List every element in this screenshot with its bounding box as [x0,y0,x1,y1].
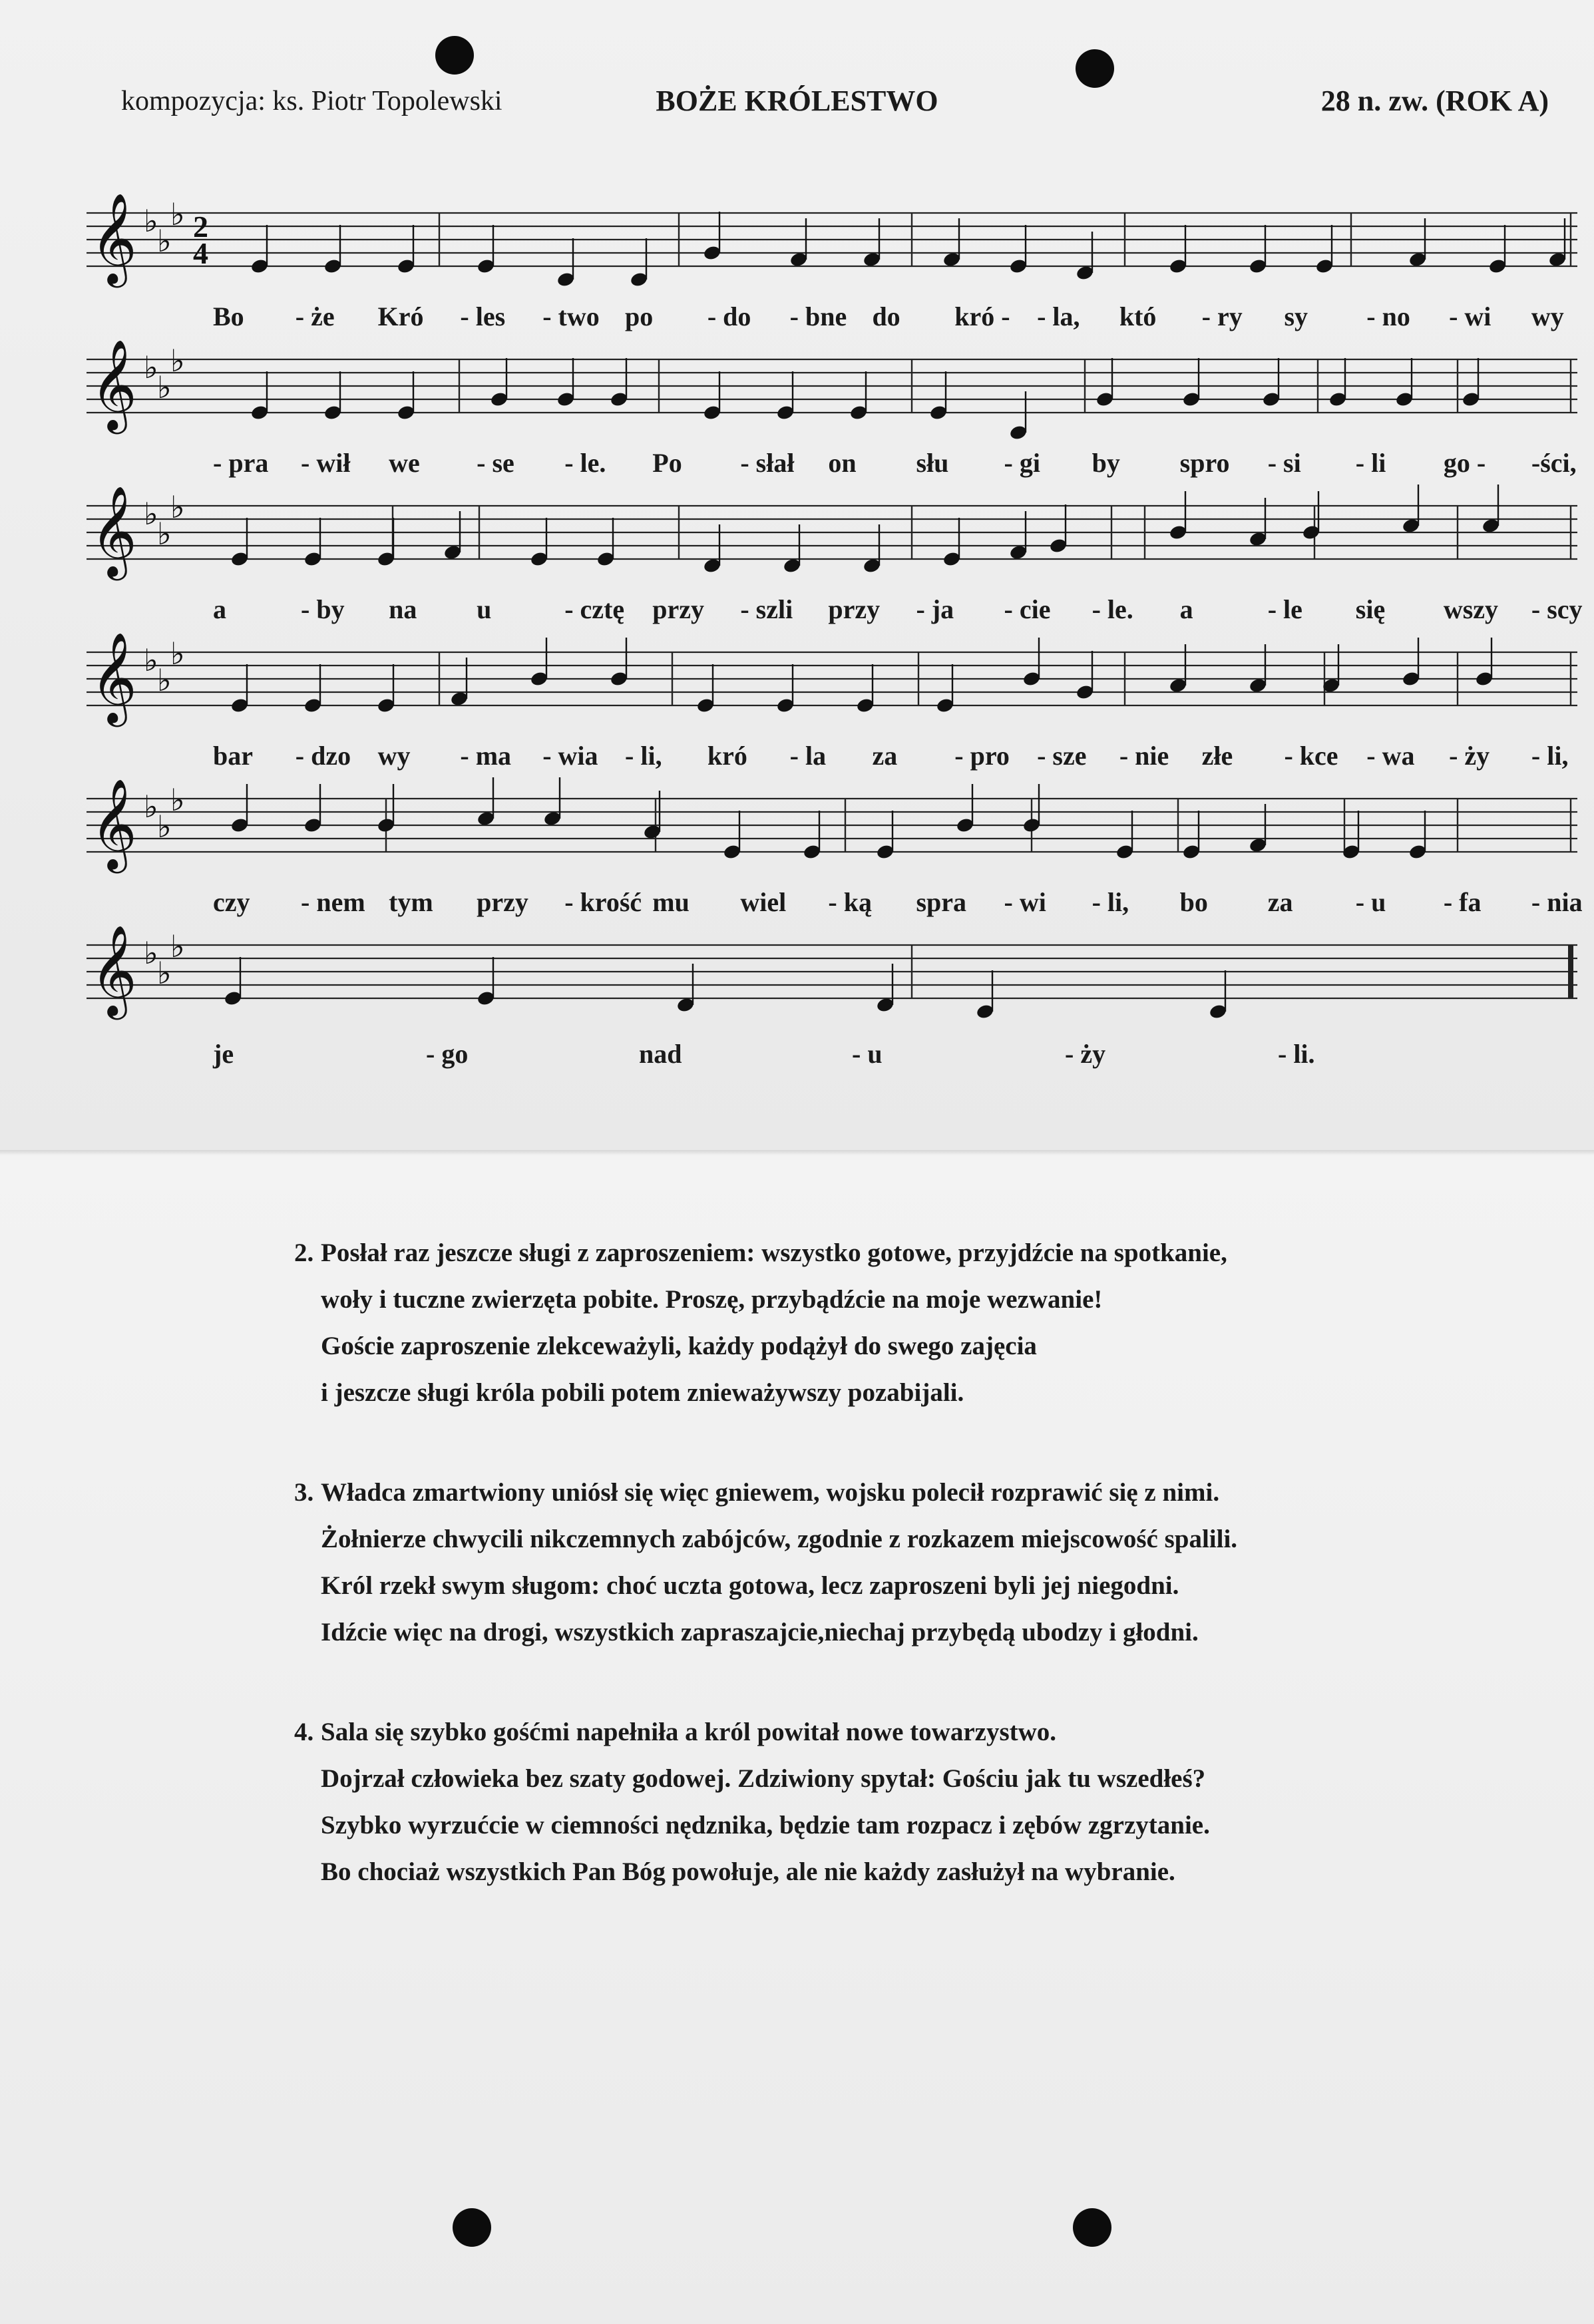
lyric-syllable: bar [213,741,253,771]
verse-line [321,1516,1237,1563]
verse-number: 2. [294,1239,314,1267]
lyric-syllable: - se [477,448,514,478]
lyric-syllable: - ry [1201,301,1243,331]
lyric-syllable: spra [916,887,967,917]
treble-clef-icon: 𝄞 [91,338,137,430]
punch-hole [453,2208,491,2247]
flat-icon: ♭ [170,489,185,525]
flat-icon: ♭ [157,223,172,259]
lyric-syllable: a [1179,594,1193,624]
lyric-syllable: bo [1179,887,1208,917]
flat-icon: ♭ [157,955,172,991]
lyric-syllable: - ką [828,887,872,917]
lyric-syllable: wy [1531,301,1564,331]
verse-text: Sala się szybko gośćmi napełniła a król powitał nowe towarzystwo. [321,1718,1057,1746]
lyric-syllable: - wi [1449,301,1492,331]
flat-icon: ♭ [144,203,158,239]
lyric-syllable: - ma [460,741,512,771]
verse-line [321,1849,1210,1895]
flat-icon: ♭ [144,789,158,825]
verse [294,1469,1238,1656]
lyric-syllable: - pro [954,741,1010,771]
lyric-syllable: - la [789,741,827,771]
lyric-syllable: któ [1119,301,1157,331]
verse-text: Bo chociaż wszystkich Pan Bóg powołuje, ale nie każdy zasłużył na wybranie. [321,1857,1175,1886]
flat-icon: ♭ [144,642,158,678]
verse [294,1709,1210,1895]
lyric-syllable: - cztę [564,594,625,624]
flat-icon: ♭ [157,369,172,405]
lyric-syllable: - słał [740,448,795,478]
lyric-syllable: złe [1201,741,1233,771]
lyric-syllable: kró [707,741,747,771]
lyric-syllable: - ży [1449,741,1490,771]
flat-icon: ♭ [157,516,172,552]
lyrics-line [93,740,1584,780]
verse-line [294,1230,1227,1276]
lyric-syllable: - pra [213,448,269,478]
punch-hole [435,36,474,75]
music-staff [87,772,1591,885]
music-staff [87,626,1591,739]
lyric-syllable: po [625,301,654,331]
lyric-syllable: przy [828,594,881,624]
verse-text: Posłał raz jeszcze sługi z zaproszeniem: wszystko gotowe, przyjdźcie na spotkanie, [321,1239,1227,1267]
verse-line [321,1609,1237,1656]
lyric-syllable: u [477,594,492,624]
lyric-syllable: wiel [740,887,787,917]
verse-text: Król rzekł swym sługom: choć uczta gotowa, lecz zaproszeni byli jej niegodni. [321,1571,1179,1600]
lyric-syllable: do [872,301,900,331]
time-signature-digit: 2 [193,210,208,244]
music-staff [87,479,1591,592]
lyric-syllable: - ja [916,594,954,624]
verse-line [321,1802,1210,1849]
treble-clef-icon: 𝄞 [91,924,137,1016]
treble-clef-icon: 𝄞 [91,777,137,869]
lyric-syllable: - les [460,301,506,331]
lyric-syllable: - scy [1531,594,1583,624]
lyric-syllable: go - [1443,448,1486,478]
lyric-syllable: - szli [740,594,793,624]
lyric-syllable: a [213,594,226,624]
verse-text: Idźcie więc na drogi, wszystkich zapraszajcie,niechaj przybędą ubodzy i głodni. [321,1618,1199,1646]
lyrics-line [93,447,1584,487]
flat-icon: ♭ [170,636,185,672]
music-staff [87,186,1591,299]
lyric-syllable: - wił [301,448,351,478]
flat-icon: ♭ [144,496,158,532]
lyric-syllable: wy [377,741,411,771]
verse-number: 3. [294,1478,314,1507]
composer-credit: kompozycja: ks. Piotr Topolewski [121,86,502,116]
treble-clef-icon: 𝄞 [91,631,137,723]
lyric-syllable: - cie [1004,594,1051,624]
page-fold [0,1150,1594,1155]
flat-icon: ♭ [170,928,185,964]
song-title: BOŻE KRÓLESTWO [656,85,938,117]
lyric-syllable: - la, [1037,301,1080,331]
lyric-syllable: - dzo [295,741,351,771]
music-staff [87,333,1591,446]
verse-text: Goście zaproszenie zlekceważyli, każdy podążył do swego zajęcia [321,1332,1037,1360]
lyrics-line [93,301,1584,341]
lyrics-line [93,886,1584,926]
lyric-syllable: - u [1355,887,1386,917]
lyric-syllable: - li. [1278,1039,1315,1069]
lyric-syllable: za [1267,887,1293,917]
liturgical-sunday: 28 n. zw. (ROK A) [1320,85,1549,117]
verse-text: Szybko wyrzućcie w ciemności nędznika, będzie tam rozpacz i zębów zgrzytanie. [321,1811,1210,1840]
verse-line [321,1276,1227,1323]
lyric-syllable: wszy [1443,594,1499,624]
verse-text: Władca zmartwiony uniósł się więc gniewem, wojsku polecił rozprawić się z nimi. [321,1478,1220,1507]
lyric-syllable: - le. [564,448,606,478]
lyric-syllable: słu [916,448,949,478]
lyric-syllable: nad [639,1039,682,1069]
lyric-syllable: tym [389,887,433,917]
lyric-syllable: - wi [1004,887,1046,917]
lyric-syllable: - że [295,301,335,331]
punch-hole [1076,49,1114,88]
lyric-syllable: - wia [542,741,598,771]
lyric-syllable: - sze [1037,741,1087,771]
lyric-syllable: -ści, [1531,448,1577,478]
flat-icon: ♭ [157,809,172,845]
lyric-syllable: Kró [377,301,424,331]
lyric-syllable: - li [1355,448,1386,478]
lyric-syllable: we [389,448,420,478]
lyric-syllable: - by [301,594,345,624]
lyric-syllable: - si [1267,448,1301,478]
lyric-syllable: - go [426,1039,469,1069]
lyric-syllable: - fa [1443,887,1482,917]
lyric-syllable: się [1355,594,1386,624]
lyric-syllable: przy [652,594,705,624]
time-signature-digit: 4 [193,236,208,270]
verse-line [294,1469,1237,1516]
lyric-syllable: by [1092,448,1120,478]
verse-line [294,1709,1210,1756]
verse-text: woły i tuczne zwierzęta pobite. Proszę, przybądźcie na moje wezwanie! [321,1285,1103,1314]
verse-line [321,1756,1210,1802]
lyric-syllable: je [213,1039,234,1069]
verse-number: 4. [294,1718,314,1746]
lyric-syllable: - do [707,301,751,331]
lyric-syllable: - nem [301,887,365,917]
lyric-syllable: - le [1267,594,1302,624]
treble-clef-icon: 𝄞 [91,192,137,284]
lyric-syllable: mu [652,887,690,917]
lyric-syllable: - nia [1531,887,1583,917]
flat-icon: ♭ [170,196,185,232]
flat-icon: ♭ [157,662,172,698]
lyric-syllable: na [389,594,417,624]
lyric-syllable: - le. [1092,594,1133,624]
verse-line [321,1370,1227,1416]
lyric-syllable: przy [477,887,528,917]
lyric-syllable: - wa [1366,741,1415,771]
lyric-syllable: Po [652,448,682,478]
lyric-syllable: czy [213,887,250,917]
verse-text: Dojrzał człowieka bez szaty godowej. Zdziwiony spytał: Gościu jak tu wszedłeś? [321,1764,1206,1793]
lyric-syllable: spro [1179,448,1230,478]
verse-line [321,1563,1237,1609]
lyric-syllable: - nie [1119,741,1169,771]
lyric-syllable: - li, [625,741,662,771]
treble-clef-icon: 𝄞 [91,484,137,576]
lyric-syllable: - u [852,1039,883,1069]
lyric-syllable: - two [542,301,600,331]
lyric-syllable: - li, [1092,887,1129,917]
verse [294,1230,1227,1416]
lyric-syllable: - li, [1531,741,1569,771]
flat-icon: ♭ [144,349,158,385]
lyric-syllable: Bo [213,301,244,331]
punch-hole [1073,2208,1111,2247]
verse-text: i jeszcze sługi króla pobili potem znieważywszy pozabijali. [321,1378,964,1407]
lyric-syllable: sy [1284,301,1308,331]
flat-icon: ♭ [144,935,158,971]
lyric-syllable: - no [1366,301,1410,331]
flat-icon: ♭ [170,343,185,379]
lyric-syllable: - kce [1284,741,1338,771]
lyrics-line [93,1038,1584,1078]
lyric-syllable: on [828,448,857,478]
verse-line [321,1323,1227,1370]
lyric-syllable: - bne [789,301,847,331]
lyric-syllable: - krość [564,887,642,917]
lyrics-line [93,594,1584,634]
verse-text: Żołnierze chwycili nikczemnych zabójców, zgodnie z rozkazem miejscowość spalili. [321,1525,1238,1553]
lyric-syllable: - ży [1065,1039,1106,1069]
lyric-syllable: kró - [954,301,1010,331]
music-staff [87,918,1591,1032]
flat-icon: ♭ [170,782,185,818]
lyric-syllable: za [872,741,898,771]
lyric-syllable: - gi [1004,448,1040,478]
